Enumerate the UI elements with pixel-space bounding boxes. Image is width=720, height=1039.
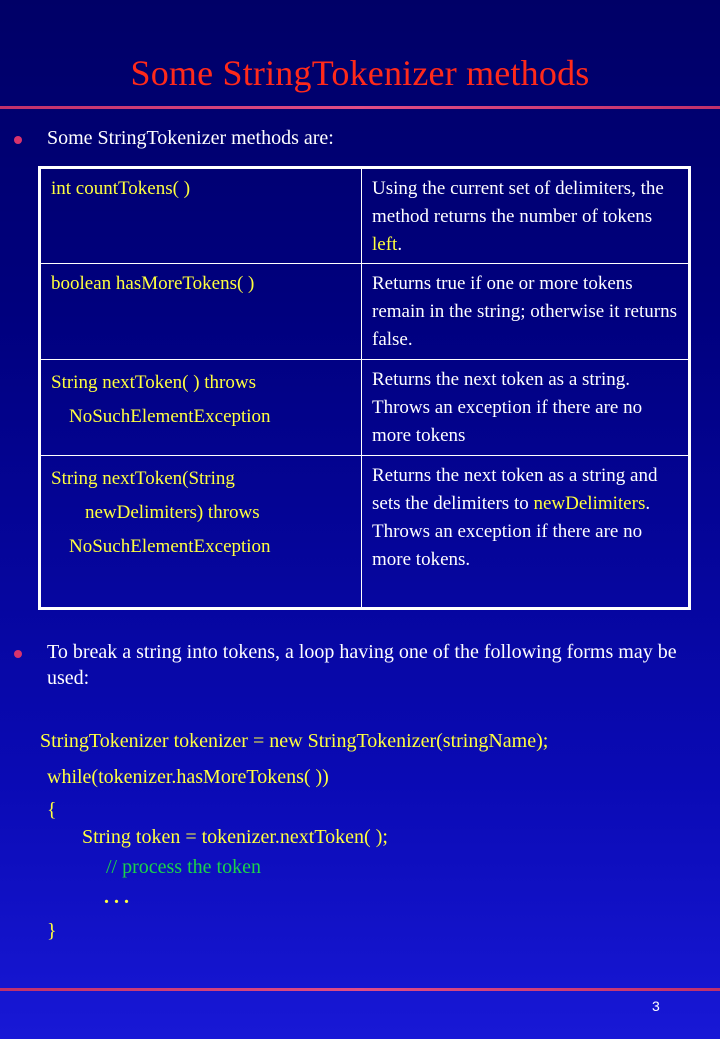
title-divider — [0, 106, 720, 109]
description-text: . Throws an exception if there are no more tokens. — [372, 493, 651, 570]
code-line: StringTokenizer tokenizer = new StringTokenizer(stringName); — [40, 730, 549, 752]
description-text: Returns the next token as a string and sets the delimiters to — [372, 465, 658, 514]
code-ellipsis: . . . — [104, 886, 129, 908]
method-description — [362, 168, 690, 264]
description-highlight: left — [372, 234, 398, 255]
description-text: Returns true if one or more tokens remain in the string; otherwise it returns false. — [372, 273, 677, 350]
slide-title: Some StringTokenizer methods — [130, 53, 590, 93]
description-text: Using the current set of delimiters, the method returns the number of tokens — [372, 178, 664, 227]
table-row — [40, 264, 690, 360]
method-signature — [40, 360, 362, 456]
signature-line: NoSuchElementException — [69, 536, 271, 557]
code-line: } — [47, 920, 57, 942]
signature-line: int countTokens( ) — [51, 178, 191, 199]
description-text: Returns the next token as a string. Throws an exception if there are no more tokens — [372, 369, 643, 446]
description-text: . — [397, 234, 403, 255]
table-row — [40, 360, 690, 456]
method-signature — [40, 168, 362, 264]
code-line: String token = tokenizer.nextToken( ); — [82, 826, 388, 848]
footer-divider — [0, 988, 720, 991]
method-signature — [40, 264, 362, 360]
method-description — [362, 264, 690, 360]
intro-text: Some StringTokenizer methods are: — [47, 127, 334, 149]
method-description — [362, 360, 690, 456]
method-description — [362, 456, 690, 609]
bullet-icon — [14, 650, 22, 658]
bullet-icon — [14, 136, 22, 144]
signature-line: String nextToken( ) throws — [51, 372, 257, 393]
page-number: 3 — [652, 998, 660, 1014]
description-highlight: newDelimiters — [533, 493, 646, 514]
signature-line: boolean hasMoreTokens( ) — [51, 273, 255, 294]
code-line: while(tokenizer.hasMoreTokens( )) — [47, 766, 329, 788]
table-row — [40, 456, 690, 609]
methods-table — [38, 166, 691, 610]
loop-intro-text: To break a string into tokens, a loop having one of the following forms may be used: — [47, 641, 677, 689]
code-line: { — [47, 799, 57, 821]
method-signature — [40, 456, 362, 609]
code-comment: // process the token — [106, 856, 261, 878]
table-row — [40, 168, 690, 264]
signature-line: NoSuchElementException — [69, 406, 271, 427]
signature-line: String nextToken(String — [51, 468, 235, 489]
signature-line: newDelimiters) throws — [85, 502, 260, 523]
